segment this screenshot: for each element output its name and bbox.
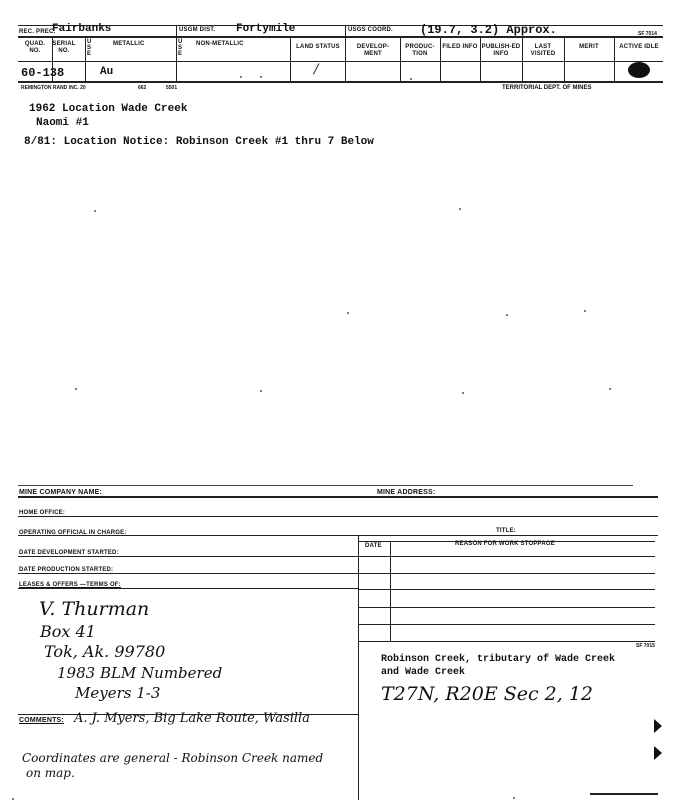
imprint-code-1: 662	[138, 85, 147, 91]
speck-4	[94, 210, 96, 212]
form-number: SF 7014	[638, 31, 657, 37]
stoppage-reason-label: REASON FOR WORK STOPPAGE	[455, 541, 555, 547]
note-line-1: 1962 Location Wade Creek	[29, 103, 188, 115]
usgm-dist-value: Fortymile	[236, 23, 296, 35]
stoppage-row-2	[358, 607, 655, 608]
header-top-rule	[18, 25, 663, 26]
quad-serial-value: 60-138	[21, 66, 65, 80]
comment-inline: A. J. Myers, Big Lake Route, Wasilla	[74, 711, 310, 726]
stoppage-row-3	[358, 624, 655, 625]
territorial-dept: TERRITORIAL DEPT. OF MINES	[502, 85, 592, 91]
stoppage-row-4	[358, 641, 655, 642]
stoppage-date-label: DATE	[365, 543, 382, 549]
land-status-label: LAND STATUS	[296, 44, 340, 50]
speck-11	[609, 388, 611, 390]
edge-marker-2	[654, 746, 662, 760]
imprint-code-2: 5501	[166, 85, 178, 91]
col-line-11	[614, 37, 615, 81]
header-bottom-rule	[18, 36, 663, 38]
comment-line-2: on map.	[26, 766, 75, 780]
speck-13	[513, 797, 515, 799]
speck-14	[12, 798, 14, 800]
published-info-label: PUBLISH-ED INFO	[481, 44, 521, 57]
rec-prec-value: Fairbanks	[52, 23, 112, 35]
merit-label: MERIT	[579, 44, 599, 50]
header-divider-1	[176, 25, 177, 36]
active-idle-label: ACTIVE IDLE	[619, 44, 659, 50]
speck-12	[75, 388, 77, 390]
operating-official-label: OPERATING OFFICIAL IN CHARGE:	[19, 530, 127, 536]
lease-meyers: Meyers 1-3	[75, 684, 161, 702]
speck-8	[584, 310, 586, 312]
usgm-dist-label: USGM DIST.	[179, 27, 216, 33]
production-label: PRODUC-TION	[405, 44, 435, 57]
speck-2	[260, 76, 262, 78]
active-idle-blot	[628, 62, 650, 78]
torn-edge-rule	[18, 485, 633, 486]
location-typed-2: and Wade Creek	[381, 667, 466, 678]
col-line-3	[176, 37, 177, 81]
metallic-label: METALLIC	[113, 41, 145, 47]
lease-city: Tok, Ak. 99780	[44, 642, 166, 661]
location-legal: T27N, R20E Sec 2, 12	[381, 683, 594, 705]
title-label: TITLE:	[496, 528, 516, 534]
col-line-2	[85, 37, 86, 81]
mine-address-label: MINE ADDRESS:	[377, 489, 436, 496]
record-row-rule	[18, 81, 663, 83]
speck-1	[240, 76, 242, 78]
lease-blm: 1983 BLM Numbered	[57, 664, 223, 682]
speck-3	[410, 78, 412, 80]
printer-imprint: REMINGTON RAND INC. 20	[21, 85, 86, 91]
speck-6	[347, 312, 349, 314]
metallic-value: Au	[100, 66, 114, 78]
rec-prec-label: REC. PREC.	[19, 29, 56, 35]
date-prod-rule	[18, 573, 655, 574]
date-development-label: DATE DEVELOPMENT STARTED:	[19, 550, 119, 556]
land-status-mark: /	[314, 62, 319, 77]
lease-name: V. Thurman	[39, 598, 150, 620]
speck-10	[462, 392, 464, 394]
col-line-4	[290, 37, 291, 81]
form-number-2: SF 7015	[636, 643, 655, 649]
stoppage-row-1	[358, 589, 655, 590]
nonmetallic-label: NON-METALLIC	[196, 41, 244, 47]
usgs-coord-value: (19.7, 3.2) Approx.	[420, 23, 557, 37]
last-visited-label: LAST VISITED	[530, 44, 556, 57]
development-label: DEVELOP-MENT	[356, 44, 390, 57]
filed-info-label: FILED INFO	[442, 44, 478, 50]
use-label-1: U S E	[87, 39, 92, 57]
header-divider-2	[345, 25, 346, 36]
home-office-rule	[18, 516, 658, 517]
form-center-divider	[358, 535, 359, 800]
leases-label: LEASES & OFFERS —TERMS OF:	[19, 582, 121, 588]
lease-box: Box 41	[40, 622, 96, 641]
note-line-3: 8/81: Location Notice: Robinson Creek #1 thru 7 Below	[24, 136, 374, 148]
note-line-2: Naomi #1	[36, 117, 89, 129]
comment-line-1: Coordinates are general - Robinson Creek named	[22, 751, 324, 765]
col-line-5	[345, 37, 346, 81]
usgs-coord-label: USGS COORD.	[348, 27, 393, 33]
use-label-2: U S E	[178, 39, 183, 57]
speck-5	[459, 208, 461, 210]
mine-company-label: MINE COMPANY NAME:	[19, 489, 103, 496]
speck-9	[260, 390, 262, 392]
column-header-rule	[18, 61, 663, 62]
speck-7	[506, 314, 508, 316]
comments-label: COMMENTS:	[19, 717, 64, 724]
location-typed-1: Robinson Creek, tributary of Wade Creek	[381, 654, 616, 665]
col-line-10	[564, 37, 565, 81]
home-office-label: HOME OFFICE:	[19, 510, 66, 516]
stoppage-date-divider	[390, 541, 391, 641]
quad-no-label: QUAD. NO.	[24, 41, 46, 54]
bottom-edge-mark	[590, 793, 658, 795]
date-production-label: DATE PRODUCTION STARTED:	[19, 567, 114, 573]
edge-marker-1	[654, 719, 662, 733]
serial-no-label: SERIAL NO.	[52, 41, 76, 54]
company-rule	[18, 496, 658, 498]
